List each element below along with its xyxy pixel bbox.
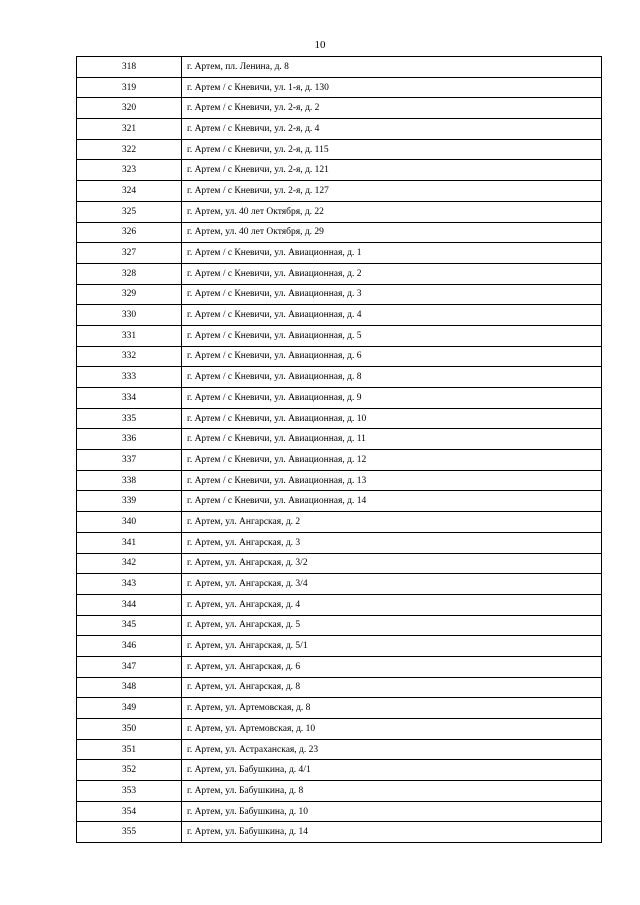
- table-row: [77, 470, 602, 491]
- table-row: [77, 636, 602, 657]
- row-number-cell: 352: [77, 760, 182, 781]
- table-row: [77, 532, 602, 553]
- table-row: [77, 656, 602, 677]
- table-row: [77, 181, 602, 202]
- table-row: [77, 388, 602, 409]
- table-row: [77, 450, 602, 471]
- address-cell: г. Артем / с Кневичи, ул. Авиационная, д. 10: [182, 408, 602, 429]
- address-cell: г. Артем / с Кневичи, ул. 2-я, д. 4: [182, 119, 602, 140]
- address-cell: г. Артем, ул. Ангарская, д. 2: [182, 512, 602, 533]
- address-cell: г. Артем / с Кневичи, ул. 2-я, д. 127: [182, 181, 602, 202]
- address-table-body: [77, 57, 602, 843]
- table-row: [77, 615, 602, 636]
- address-cell: г. Артем, ул. Бабушкина, д. 8: [182, 781, 602, 802]
- address-cell: г. Артем, ул. Бабушкина, д. 4/1: [182, 760, 602, 781]
- address-table: [76, 56, 602, 843]
- table-row: [77, 160, 602, 181]
- row-number-cell: 347: [77, 656, 182, 677]
- page-number: 10: [314, 39, 326, 51]
- row-number-cell: 339: [77, 491, 182, 512]
- row-number-cell: 333: [77, 367, 182, 388]
- table-row: [77, 512, 602, 533]
- address-cell: г. Артем / с Кневичи, ул. Авиационная, д. 2: [182, 263, 602, 284]
- address-cell: г. Артем, ул. Артемовская, д. 10: [182, 719, 602, 740]
- row-number-cell: 353: [77, 781, 182, 802]
- address-cell: г. Артем, ул. Ангарская, д. 5: [182, 615, 602, 636]
- table-row: [77, 781, 602, 802]
- row-number-cell: 346: [77, 636, 182, 657]
- row-number-cell: 329: [77, 284, 182, 305]
- table-row: [77, 263, 602, 284]
- table-row: [77, 553, 602, 574]
- table-row: [77, 346, 602, 367]
- table-row: [77, 677, 602, 698]
- table-row: [77, 201, 602, 222]
- table-row: [77, 574, 602, 595]
- row-number-cell: 334: [77, 388, 182, 409]
- table-row: [77, 325, 602, 346]
- row-number-cell: 323: [77, 160, 182, 181]
- row-number-cell: 318: [77, 57, 182, 78]
- address-cell: г. Артем / с Кневичи, ул. Авиационная, д. 8: [182, 367, 602, 388]
- table-row: [77, 408, 602, 429]
- table-row: [77, 719, 602, 740]
- table-row: [77, 491, 602, 512]
- table-row: [77, 367, 602, 388]
- address-cell: г. Артем / с Кневичи, ул. 2-я, д. 115: [182, 139, 602, 160]
- row-number-cell: 337: [77, 450, 182, 471]
- table-row: [77, 139, 602, 160]
- table-row: [77, 98, 602, 119]
- row-number-cell: 349: [77, 698, 182, 719]
- row-number-cell: 344: [77, 594, 182, 615]
- row-number-cell: 338: [77, 470, 182, 491]
- row-number-cell: 351: [77, 739, 182, 760]
- row-number-cell: 340: [77, 512, 182, 533]
- address-cell: г. Артем / с Кневичи, ул. Авиационная, д. 4: [182, 305, 602, 326]
- table-row: [77, 801, 602, 822]
- table-row: [77, 698, 602, 719]
- address-cell: г. Артем / с Кневичи, ул. Авиационная, д. 12: [182, 450, 602, 471]
- address-cell: г. Артем, ул. 40 лет Октября, д. 22: [182, 201, 602, 222]
- row-number-cell: 345: [77, 615, 182, 636]
- row-number-cell: 320: [77, 98, 182, 119]
- row-number-cell: 326: [77, 222, 182, 243]
- address-cell: г. Артем / с Кневичи, ул. 2-я, д. 2: [182, 98, 602, 119]
- address-cell: г. Артем, ул. 40 лет Октября, д. 29: [182, 222, 602, 243]
- row-number-cell: 321: [77, 119, 182, 140]
- address-cell: г. Артем, ул. Бабушкина, д. 10: [182, 801, 602, 822]
- table-row: [77, 222, 602, 243]
- row-number-cell: 331: [77, 325, 182, 346]
- table-row: [77, 429, 602, 450]
- row-number-cell: 343: [77, 574, 182, 595]
- address-cell: г. Артем / с Кневичи, ул. Авиационная, д. 11: [182, 429, 602, 450]
- row-number-cell: 325: [77, 201, 182, 222]
- row-number-cell: 348: [77, 677, 182, 698]
- row-number-cell: 354: [77, 801, 182, 822]
- address-cell: г. Артем / с Кневичи, ул. Авиационная, д. 6: [182, 346, 602, 367]
- address-cell: г. Артем, ул. Астраханская, д. 23: [182, 739, 602, 760]
- table-row: [77, 822, 602, 843]
- address-cell: г. Артем / с Кневичи, ул. 2-я, д. 121: [182, 160, 602, 181]
- row-number-cell: 322: [77, 139, 182, 160]
- table-row: [77, 594, 602, 615]
- address-cell: г. Артем, ул. Бабушкина, д. 14: [182, 822, 602, 843]
- row-number-cell: 350: [77, 719, 182, 740]
- address-cell: г. Артем, ул. Ангарская, д. 4: [182, 594, 602, 615]
- address-cell: г. Артем, ул. Ангарская, д. 8: [182, 677, 602, 698]
- address-cell: г. Артем / с Кневичи, ул. Авиационная, д. 14: [182, 491, 602, 512]
- address-cell: г. Артем, ул. Ангарская, д. 3/4: [182, 574, 602, 595]
- address-cell: г. Артем / с Кневичи, ул. Авиационная, д. 5: [182, 325, 602, 346]
- address-cell: г. Артем / с Кневичи, ул. 1-я, д. 130: [182, 77, 602, 98]
- table-row: [77, 305, 602, 326]
- table-row: [77, 739, 602, 760]
- row-number-cell: 335: [77, 408, 182, 429]
- table-row: [77, 77, 602, 98]
- table-row: [77, 243, 602, 264]
- table-row: [77, 284, 602, 305]
- address-cell: г. Артем, ул. Ангарская, д. 6: [182, 656, 602, 677]
- table-row: [77, 760, 602, 781]
- row-number-cell: 330: [77, 305, 182, 326]
- address-cell: г. Артем / с Кневичи, ул. Авиационная, д. 3: [182, 284, 602, 305]
- address-cell: г. Артем / с Кневичи, ул. Авиационная, д. 9: [182, 388, 602, 409]
- row-number-cell: 332: [77, 346, 182, 367]
- address-cell: г. Артем, ул. Ангарская, д. 3: [182, 532, 602, 553]
- row-number-cell: 319: [77, 77, 182, 98]
- row-number-cell: 327: [77, 243, 182, 264]
- row-number-cell: 342: [77, 553, 182, 574]
- row-number-cell: 324: [77, 181, 182, 202]
- address-cell: г. Артем, ул. Ангарская, д. 5/1: [182, 636, 602, 657]
- row-number-cell: 336: [77, 429, 182, 450]
- address-cell: г. Артем / с Кневичи, ул. Авиационная, д. 1: [182, 243, 602, 264]
- row-number-cell: 355: [77, 822, 182, 843]
- address-cell: г. Артем, ул. Артемовская, д. 8: [182, 698, 602, 719]
- address-cell: г. Артем, пл. Ленина, д. 8: [182, 57, 602, 78]
- address-cell: г. Артем / с Кневичи, ул. Авиационная, д. 13: [182, 470, 602, 491]
- address-cell: г. Артем, ул. Ангарская, д. 3/2: [182, 553, 602, 574]
- row-number-cell: 328: [77, 263, 182, 284]
- table-row: [77, 57, 602, 78]
- row-number-cell: 341: [77, 532, 182, 553]
- table-row: [77, 119, 602, 140]
